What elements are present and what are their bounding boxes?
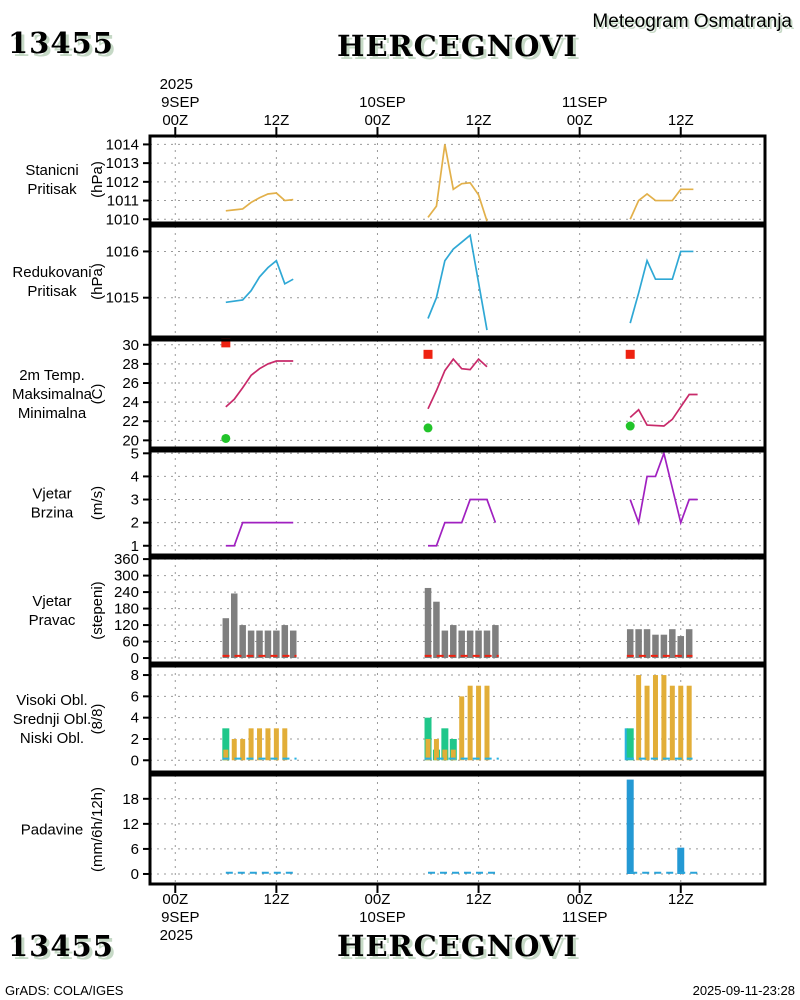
y-tick-label: 20 bbox=[122, 432, 139, 450]
y-tick-label: 4 bbox=[130, 709, 139, 727]
y-axis-unit-label: (hPa) bbox=[89, 161, 106, 198]
pravac-bar bbox=[442, 631, 449, 658]
pravac-bar bbox=[425, 588, 432, 658]
y-tick-label: 1016 bbox=[105, 243, 139, 261]
date-label-top: 9SEP bbox=[161, 94, 200, 111]
date-label-bottom: 10SEP bbox=[359, 909, 406, 926]
header-subtitle: Meteogram Osmatranja bbox=[592, 11, 792, 32]
panel-title: Pravac bbox=[28, 612, 76, 629]
brzina-line bbox=[630, 453, 697, 522]
niski-cloud-bar bbox=[459, 696, 464, 760]
time-label-top: 12Z bbox=[263, 112, 290, 129]
y-axis-unit-label: (C) bbox=[89, 383, 106, 405]
redukovani-line bbox=[428, 235, 487, 330]
pravac-bar bbox=[256, 631, 263, 658]
pravac-bar bbox=[273, 631, 280, 658]
panel-title: Stanicni bbox=[25, 162, 79, 179]
stanicni-line bbox=[226, 193, 293, 211]
y-tick-label: 22 bbox=[122, 413, 139, 431]
niski-cloud-bar bbox=[240, 739, 245, 760]
time-label-top: 00Z bbox=[162, 112, 189, 129]
time-label-top: 00Z bbox=[566, 112, 593, 129]
panel-title: Srednji Obl. bbox=[12, 711, 92, 728]
temp-min-marker bbox=[424, 423, 433, 432]
srednji-cloud-bar bbox=[627, 728, 634, 760]
panel-title: Padavine bbox=[20, 821, 84, 839]
pravac-bar bbox=[644, 629, 651, 658]
panel-title: Visoki Obl. bbox=[16, 692, 88, 709]
credit-text: GrADS: COLA/IGES bbox=[5, 983, 124, 998]
time-label-bottom: 00Z bbox=[364, 891, 391, 908]
y-tick-label: 60 bbox=[122, 633, 139, 651]
time-label-top: 00Z bbox=[364, 112, 391, 129]
y-tick-label: 30 bbox=[122, 336, 139, 354]
temp-min-marker bbox=[626, 422, 635, 431]
time-label-bottom: 12Z bbox=[263, 891, 290, 908]
temp-line bbox=[226, 361, 293, 407]
timestamp-text: 2025-09-11-23:28 bbox=[692, 983, 795, 998]
niski-cloud-bar bbox=[274, 728, 279, 760]
pravac-bar bbox=[678, 636, 685, 658]
panel-border bbox=[150, 451, 765, 555]
y-tick-label: 26 bbox=[122, 375, 139, 393]
pravac-bar bbox=[627, 629, 634, 658]
y-tick-label: 1014 bbox=[105, 136, 139, 154]
time-label-top: 12Z bbox=[465, 112, 492, 129]
y-tick-label: 28 bbox=[122, 355, 139, 373]
pravac-bar bbox=[433, 602, 440, 658]
pravac-bar bbox=[265, 631, 272, 658]
temp-max-marker bbox=[424, 350, 433, 359]
niski-cloud-bar bbox=[257, 728, 262, 760]
niski-cloud-bar bbox=[653, 675, 658, 760]
niski-cloud-bar bbox=[687, 686, 692, 761]
y-tick-label: 18 bbox=[122, 790, 139, 808]
niski-cloud-bar bbox=[645, 686, 650, 761]
niski-cloud-bar bbox=[476, 686, 481, 761]
pravac-bar bbox=[450, 625, 457, 658]
pravac-bar bbox=[661, 635, 668, 658]
y-tick-label: 8 bbox=[130, 667, 139, 685]
niski-cloud-bar bbox=[670, 686, 675, 761]
station-id-top: 13455 bbox=[8, 26, 114, 60]
niski-cloud-bar bbox=[661, 675, 666, 760]
niski-cloud-bar bbox=[636, 675, 641, 760]
page-title-top: HERCEGNOVI bbox=[337, 29, 578, 63]
y-tick-label: 1011 bbox=[106, 192, 139, 210]
niski-cloud-bar bbox=[265, 728, 270, 760]
time-label-bottom: 12Z bbox=[667, 891, 694, 908]
y-tick-label: 2 bbox=[130, 514, 139, 532]
panel-border bbox=[150, 136, 765, 223]
pravac-bar bbox=[484, 631, 491, 658]
niski-cloud-bar bbox=[426, 739, 431, 760]
date-label-top: 11SEP bbox=[561, 94, 608, 111]
panel-border bbox=[150, 226, 765, 337]
pravac-bar bbox=[282, 625, 289, 658]
panel-title: Pritisak bbox=[27, 181, 77, 198]
date-label-bottom: 9SEP bbox=[161, 909, 200, 926]
time-label-bottom: 12Z bbox=[465, 891, 492, 908]
time-label-bottom: 00Z bbox=[566, 891, 593, 908]
niski-cloud-bar bbox=[282, 728, 287, 760]
y-tick-label: 4 bbox=[130, 468, 139, 486]
temp-max-marker bbox=[626, 350, 635, 359]
panel-title: Niski Obl. bbox=[19, 730, 85, 747]
niski-cloud-bar bbox=[468, 686, 473, 761]
niski-cloud-bar bbox=[232, 739, 237, 760]
y-tick-label: 1015 bbox=[105, 289, 139, 307]
y-tick-label: 1 bbox=[130, 537, 139, 555]
pravac-bar bbox=[239, 625, 246, 658]
y-tick-label: 6 bbox=[130, 688, 139, 706]
y-tick-label: 12 bbox=[122, 815, 139, 833]
pravac-bar bbox=[652, 635, 659, 658]
temp-min-marker bbox=[221, 434, 230, 443]
y-axis-unit-label: (8/8) bbox=[89, 703, 106, 735]
time-label-bottom: 00Z bbox=[162, 891, 189, 908]
y-tick-label: 1013 bbox=[105, 155, 139, 173]
niski-cloud-bar bbox=[678, 686, 683, 761]
y-tick-label: 0 bbox=[130, 752, 139, 770]
pravac-bar bbox=[492, 625, 499, 658]
panel-title: Maksimalna bbox=[11, 386, 93, 403]
y-tick-label: 24 bbox=[122, 394, 139, 412]
station-id-bottom: 13455 bbox=[8, 929, 114, 963]
panel-title: 2m Temp. bbox=[19, 367, 85, 384]
y-tick-label: 2 bbox=[130, 730, 139, 748]
niski-cloud-bar bbox=[249, 728, 254, 760]
y-axis-unit-label: (m/s) bbox=[89, 485, 106, 521]
pravac-bar bbox=[635, 629, 642, 658]
panel-title: Minimalna bbox=[17, 405, 87, 422]
pravac-bar bbox=[669, 629, 676, 658]
pravac-bar bbox=[231, 593, 238, 658]
panel-title: Redukovani bbox=[12, 264, 92, 281]
y-tick-label: 0 bbox=[130, 650, 139, 668]
panel-title: Pritisak bbox=[27, 283, 77, 300]
panel-border bbox=[150, 340, 765, 448]
stanicni-line bbox=[630, 189, 693, 219]
y-axis-unit-label: (stepeni) bbox=[89, 581, 106, 640]
year-label-top: 2025 bbox=[159, 76, 193, 93]
year-label-bottom: 2025 bbox=[159, 927, 193, 944]
pravac-bar bbox=[475, 631, 482, 658]
pravac-bar bbox=[248, 631, 255, 658]
y-tick-label: 5 bbox=[130, 445, 139, 463]
y-tick-label: 120 bbox=[113, 617, 139, 635]
y-tick-label: 300 bbox=[113, 567, 139, 585]
redukovani-line bbox=[226, 261, 293, 303]
panel-title: Brzina bbox=[30, 504, 74, 522]
pravac-bar bbox=[458, 631, 465, 658]
y-tick-label: 1012 bbox=[105, 173, 139, 191]
niski-cloud-bar bbox=[434, 739, 439, 760]
panel-title: Vjetar bbox=[32, 593, 72, 610]
date-label-bottom: 11SEP bbox=[561, 909, 608, 926]
y-tick-label: 180 bbox=[113, 600, 139, 618]
niski-cloud-bar bbox=[484, 686, 489, 761]
padavine-bar bbox=[627, 780, 634, 874]
y-axis-unit-label: (mm/6h/12h) bbox=[89, 786, 106, 873]
y-tick-label: 6 bbox=[130, 840, 139, 858]
y-tick-label: 0 bbox=[130, 865, 139, 883]
y-axis-unit-label: (hPa) bbox=[89, 263, 106, 300]
pravac-bar bbox=[290, 631, 297, 658]
y-tick-label: 1010 bbox=[105, 211, 139, 229]
page-title-bottom: HERCEGNOVI bbox=[337, 929, 578, 963]
y-tick-label: 3 bbox=[130, 491, 139, 509]
pravac-bar bbox=[223, 618, 230, 658]
y-tick-label: 240 bbox=[113, 584, 139, 602]
pravac-bar bbox=[467, 631, 474, 658]
panel-border bbox=[150, 775, 765, 884]
pravac-bar bbox=[686, 629, 693, 658]
redukovani-line bbox=[630, 251, 693, 323]
brzina-line bbox=[226, 523, 293, 546]
stanicni-line bbox=[428, 144, 487, 221]
y-tick-label: 360 bbox=[113, 551, 139, 569]
time-label-top: 12Z bbox=[667, 112, 694, 129]
panel-title: Vjetar bbox=[32, 485, 72, 503]
padavine-bar bbox=[677, 848, 684, 874]
date-label-top: 10SEP bbox=[359, 94, 406, 111]
